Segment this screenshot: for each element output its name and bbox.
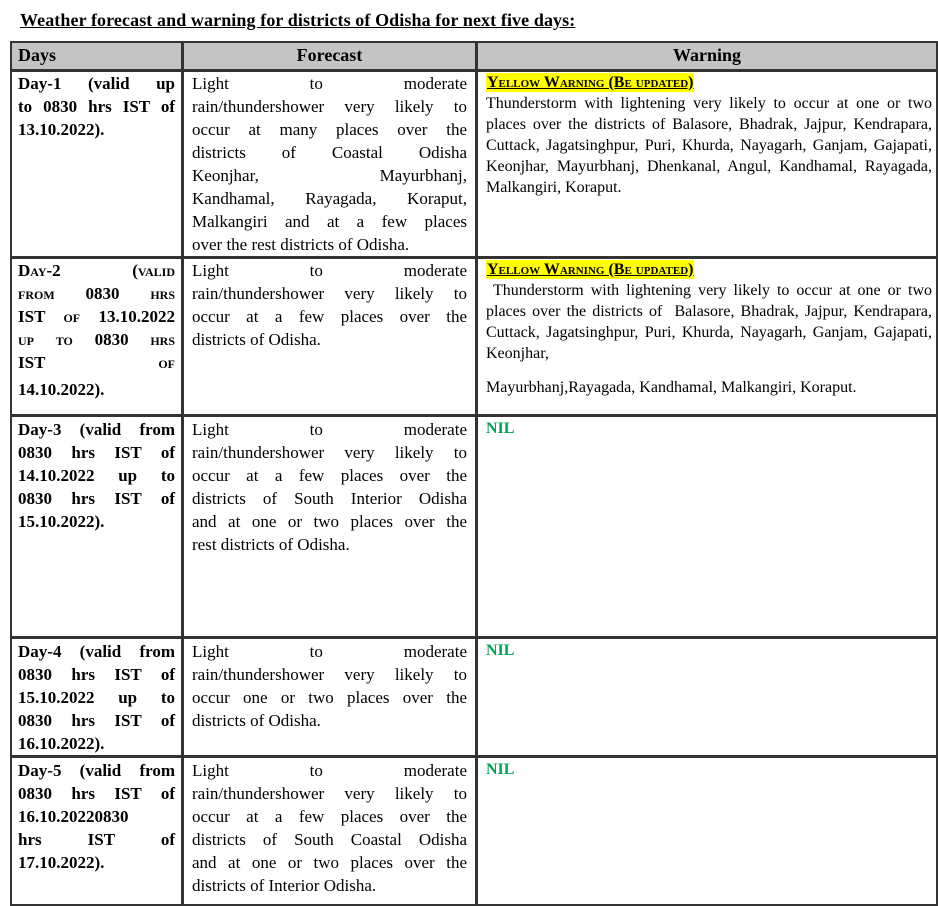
table-border (10, 41, 938, 43)
forecast-line: Kandhamal, Rayagada, Koraput, (192, 189, 467, 208)
day-line: 14.10.2022 up to (18, 466, 175, 485)
row-divider (10, 636, 938, 639)
page-title: Weather forecast and warning for districts of Odisha for next five days: (20, 10, 576, 30)
forecast-line: Light to moderate (192, 261, 467, 280)
day-2-warning-continued: Mayurbhanj,Rayagada, Kandhamal, Malkangiri, Koraput. (486, 379, 857, 396)
forecast-line: rest districts of Odisha. (192, 535, 350, 554)
day-2-continued: 14.10.2022). (18, 380, 105, 399)
day-line: 0830 hrs IST of (18, 443, 175, 462)
forecast-line: rain/thundershower very likely to (192, 665, 467, 684)
day-2-warning (478, 259, 936, 372)
header-forecast: Forecast (184, 41, 475, 69)
forecast-line: Keonjhar, Mayurbhanj, (192, 166, 467, 185)
forecast-line: occur at a few places over the (192, 466, 467, 485)
table-border (10, 41, 12, 906)
forecast-line: rain/thundershower very likely to (192, 97, 467, 116)
nil-warning-label: NIL (486, 420, 515, 437)
row-divider (10, 755, 938, 758)
column-divider (181, 41, 184, 906)
day-line: Day-2 (valid (18, 261, 175, 280)
day-line: 0830 hrs IST of (18, 711, 175, 730)
day-line: 13.10.2022). (18, 120, 105, 139)
forecast-line: districts of Coastal Odisha (192, 143, 467, 162)
day-line: 16.10.20220830 (18, 807, 129, 826)
warning-text: Thunderstorm with lightening very likely to occur at one or two places over the districts of Balasore, Bhadrak, Jajpur, Kendrapara, Cuttack, Jagatsinghpur, Puri, Khurda, Nayagarh, Ganjam, Gajapati, Keonjhar, (486, 282, 936, 362)
forecast-line: rain/thundershower very likely to (192, 784, 467, 803)
forecast-line: Light to moderate (192, 761, 467, 780)
day-2-cell (10, 259, 181, 372)
forecast-line: and at one or two places over the (192, 512, 467, 531)
day-4-warning (478, 640, 936, 755)
day-line: 15.10.2022). (18, 512, 105, 531)
day-2-forecast-continued (184, 375, 475, 414)
forecast-line: Light to moderate (192, 74, 467, 93)
day-line: up to 0830 hrs (18, 330, 175, 349)
header-warning: Warning (478, 41, 936, 69)
forecast-table (10, 41, 938, 906)
forecast-line: occur one or two places over the (192, 688, 467, 707)
forecast-line: rain/thundershower very likely to (192, 284, 467, 303)
day-2-forecast (184, 259, 475, 372)
day-3-forecast (184, 418, 475, 636)
forecast-line: and at one or two places over the (192, 853, 467, 872)
forecast-line: districts of South Interior Odisha (192, 489, 467, 508)
day-5-cell (10, 759, 181, 904)
day-line: 17.10.2022). (18, 853, 105, 872)
yellow-warning-badge: Yellow Warning (Be updated) (487, 74, 694, 91)
day-line: IST of (18, 353, 175, 372)
day-line: 16.10.2022). (18, 734, 105, 753)
row-divider (10, 414, 938, 417)
forecast-line: over the rest districts of Odisha. (192, 235, 410, 254)
yellow-warning-badge: Yellow Warning (Be updated) (487, 261, 694, 278)
forecast-line: districts of South Coastal Odisha (192, 830, 467, 849)
day-3-warning (478, 418, 936, 636)
day-line: 15.10.2022 up to (18, 688, 175, 707)
forecast-line: Light to moderate (192, 420, 467, 439)
forecast-line: rain/thundershower very likely to (192, 443, 467, 462)
row-divider (10, 256, 938, 259)
day-line: Day-5 (valid from (18, 761, 175, 780)
day-line: hrs IST of (18, 830, 175, 849)
nil-warning-label: NIL (486, 642, 515, 659)
day-4-forecast (184, 640, 475, 755)
row-divider (10, 372, 181, 373)
day-5-warning (478, 759, 936, 904)
forecast-line: districts of Interior Odisha. (192, 876, 377, 895)
day-line: 0830 hrs IST of (18, 665, 175, 684)
day-5-forecast (184, 759, 475, 904)
day-line: Day-4 (valid from (18, 642, 175, 661)
forecast-line: occur at a few places over the (192, 807, 467, 826)
day-1-cell (10, 72, 181, 256)
forecast-line: occur at many places over the (192, 120, 467, 139)
day-1-forecast (184, 72, 475, 256)
day-line: to 0830 hrs IST of (18, 97, 175, 116)
day-line: Day-1 (valid up (18, 74, 175, 93)
forecast-line: districts of Odisha. (192, 711, 321, 730)
day-line: from 0830 hrs (18, 284, 175, 303)
forecast-line: districts of Odisha. (192, 330, 321, 349)
column-divider (475, 41, 478, 906)
day-4-cell (10, 640, 181, 755)
forecast-line: Light to moderate (192, 642, 467, 661)
day-line: Day-3 (valid from (18, 420, 175, 439)
row-divider (10, 69, 938, 72)
day-line: IST of 13.10.2022 (18, 307, 175, 326)
day-3-cell (10, 418, 181, 636)
day-line: 0830 hrs IST of (18, 784, 175, 803)
forecast-line: Malkangiri and at a few places (192, 212, 467, 231)
day-1-warning (478, 72, 936, 256)
forecast-line: occur at a few places over the (192, 307, 467, 326)
warning-text: Thunderstorm with lightening very likely to occur at one or two places over the districts of Balasore, Bhadrak, Jajpur, Kendrapara, Cuttack, Jagatsinghpur, Puri, Khurda, Nayagarh, Ganjam, Gajapati, Keonjhar, Mayurbhanj, Dhenkanal, Angul, Kandhamal, Rayagada, Malkangiri, Koraput. (486, 95, 932, 196)
day-line: 0830 hrs IST of (18, 489, 175, 508)
nil-warning-label: NIL (486, 761, 515, 778)
header-days: Days (10, 41, 181, 69)
